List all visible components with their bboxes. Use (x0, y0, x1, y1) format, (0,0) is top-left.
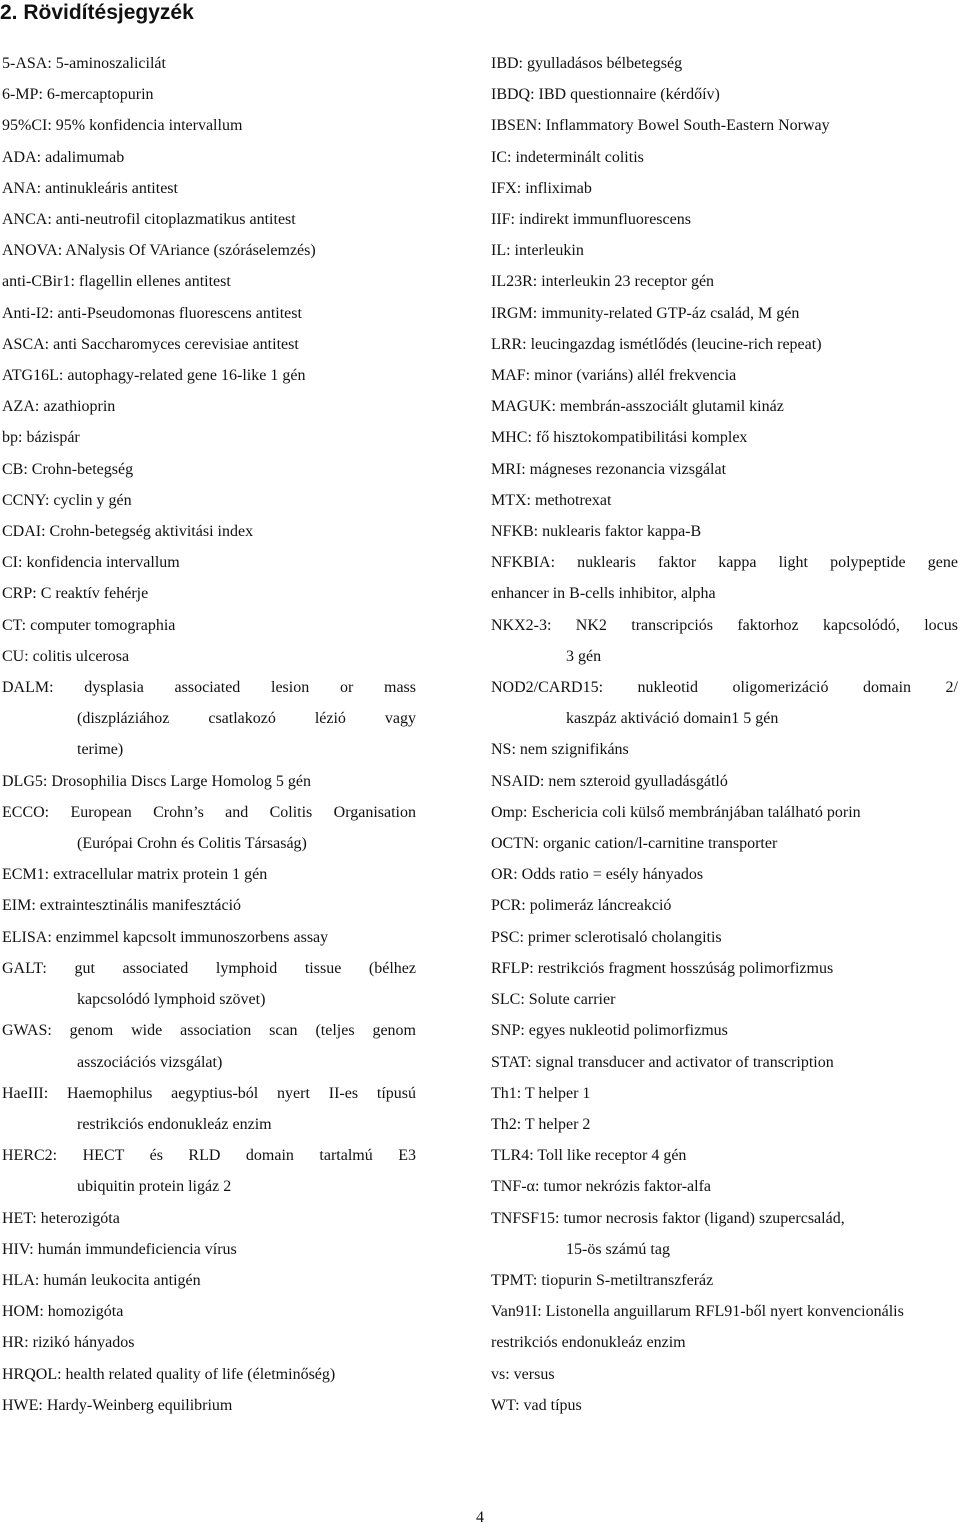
abbreviation-entry: Th2: T helper 2 (491, 1115, 591, 1133)
abbreviation-entry: HWE: Hardy-Weinberg equilibrium (2, 1396, 233, 1414)
abbreviation-entry: HaeIII: Haemophilus aegyptius-ból nyert II-es típusú (2, 1084, 416, 1102)
abbreviation-entry: Anti-I2: anti-Pseudomonas fluorescens antitest (2, 304, 302, 322)
abbreviation-entry: NFKB: nuklearis faktor kappa-B (491, 523, 702, 541)
abbreviation-entry: CDAI: Crohn-betegség aktivitási index (2, 523, 254, 541)
abbreviation-entry: IBSEN: Inflammatory Bowel South-Eastern Norway (491, 117, 830, 135)
abbreviation-entry: terime) (77, 741, 124, 759)
abbreviation-entry: AZA: azathioprin (2, 398, 116, 416)
abbreviation-entry: IRGM: immunity-related GTP-áz család, M gén (491, 304, 800, 322)
abbreviation-entry: CCNY: cyclin y gén (2, 491, 132, 509)
abbreviation-entry: ANOVA: ANalysis Of VAriance (szóráselemzés) (2, 242, 316, 260)
abbreviation-entry: LRR: leucingazdag ismétlődés (leucine-rich repeat) (491, 335, 822, 353)
abbreviation-entry: enhancer in B-cells inhibitor, alpha (491, 585, 716, 603)
abbreviation-entry: 95%CI: 95% konfidencia intervallum (2, 117, 243, 135)
abbreviation-entry: CB: Crohn-betegség (2, 460, 134, 478)
abbreviation-entry: OR: Odds ratio = esély hányados (491, 866, 704, 884)
abbreviation-entry: TNFSF15: tumor necrosis faktor (ligand) szupercsalád, (491, 1209, 845, 1227)
abbreviation-entry: kaszpáz aktiváció domain1 5 gén (566, 710, 779, 728)
abbreviation-entry: GWAS: genom wide association scan (teljes genom (2, 1022, 416, 1040)
abbreviation-entry: MRI: mágneses rezonancia vizsgálat (491, 460, 727, 478)
abbreviation-entry: RFLP: restrikciós fragment hosszúság polimorfizmus (491, 959, 834, 977)
abbreviation-entry: kapcsolódó lymphoid szövet) (77, 991, 266, 1009)
abbreviation-entry: bp: bázispár (2, 429, 80, 447)
abbreviation-entry: HR: rizikó hányados (2, 1334, 135, 1352)
abbreviation-entry: PSC: primer sclerotisaló cholangitis (491, 928, 722, 946)
page-number: 4 (476, 1509, 484, 1526)
abbreviation-entry: IIF: indirekt immunfluorescens (491, 211, 691, 229)
abbreviation-entry: PCR: polimeráz láncreakció (491, 897, 672, 915)
abbreviation-entry: TPMT: tiopurin S-metiltranszferáz (491, 1271, 714, 1289)
abbreviation-entry: MTX: methotrexat (491, 491, 612, 509)
abbreviation-entry: IL: interleukin (491, 242, 584, 260)
abbreviation-entry: NSAID: nem szteroid gyulladásgátló (491, 772, 728, 790)
abbreviation-entry: ASCA: anti Saccharomyces cerevisiae antitest (2, 335, 299, 353)
abbreviation-entry: HERC2: HECT és RLD domain tartalmú E3 (2, 1147, 416, 1165)
abbreviation-entry: NFKBIA: nuklearis faktor kappa light polypeptide gene (491, 554, 958, 572)
abbreviation-entry: STAT: signal transducer and activator of transcription (491, 1053, 834, 1071)
abbreviation-entry: TNF-α: tumor nekrózis faktor-alfa (491, 1178, 711, 1196)
abbreviation-entry: 3 gén (566, 647, 602, 665)
abbreviation-entry: restrikciós endonukleáz enzim (77, 1115, 272, 1133)
abbreviation-entry: (Európai Crohn és Colitis Társaság) (77, 835, 307, 853)
abbreviation-entry: Omp: Eschericia coli külső membránjában található porin (491, 803, 861, 821)
abbreviation-entry: IBD: gyulladásos bélbetegség (491, 55, 683, 72)
page-heading: 2. Rövidítésjegyzék (0, 1, 194, 24)
abbreviation-entry: vs: versus (491, 1365, 555, 1383)
abbreviation-entry: HLA: humán leukocita antigén (2, 1271, 201, 1289)
abbreviation-entry: WT: vad típus (491, 1396, 582, 1414)
abbreviation-entry: OCTN: organic cation/l-carnitine transporter (491, 835, 778, 853)
abbreviation-entry: IBDQ: IBD questionnaire (kérdőív) (491, 86, 720, 104)
abbreviation-entry: 5-ASA: 5-aminoszalicilát (2, 55, 166, 72)
abbreviation-entry: CRP: C reaktív fehérje (2, 585, 149, 603)
abbreviation-entry: CT: computer tomographia (2, 616, 176, 634)
abbreviation-entry: HIV: humán immundeficiencia vírus (2, 1240, 237, 1258)
abbreviation-entry: HOM: homozigóta (2, 1303, 124, 1321)
abbreviation-entry: asszociációs vizsgálat) (77, 1053, 223, 1071)
abbreviation-list-right (491, 48, 958, 1421)
abbreviation-entry: SNP: egyes nukleotid polimorfizmus (491, 1022, 728, 1040)
abbreviation-entry: IFX: infliximab (491, 179, 592, 197)
abbreviation-entry: ELISA: enzimmel kapcsolt immunoszorbens assay (2, 928, 329, 946)
abbreviation-entry: DALM: dysplasia associated lesion or mass (2, 679, 416, 697)
abbreviation-entry: NS: nem szignifikáns (491, 741, 629, 759)
abbreviation-entry: IC: indeterminált colitis (491, 148, 644, 166)
abbreviation-entry: ADA: adalimumab (2, 148, 125, 166)
abbreviation-entry: ATG16L: autophagy-related gene 16-like 1 gén (2, 367, 306, 385)
abbreviation-entry: ECM1: extracellular matrix protein 1 gén (2, 866, 268, 884)
abbreviation-entry: DLG5: Drosophilia Discs Large Homolog 5 gén (2, 772, 311, 790)
abbreviation-entry: EIM: extraintesztinális manifesztáció (2, 897, 242, 915)
abbreviation-entry: ANA: antinukleáris antitest (2, 179, 178, 197)
abbreviation-entry: IL23R: interleukin 23 receptor gén (491, 273, 715, 291)
abbreviation-entry: MHC: fő hisztokompatibilitási komplex (491, 429, 748, 447)
abbreviation-entry: HRQOL: health related quality of life (életminőség) (2, 1365, 336, 1383)
abbreviation-entry: NKX2-3: NK2 transcripciós faktorhoz kapcsolódó, locus (491, 616, 958, 634)
abbreviation-entry: NOD2/CARD15: nukleotid oligomerizáció domain 2/ (491, 679, 958, 697)
abbreviation-entry: Van91I: Listonella anguillarum RFL91-ből nyert konvencionális (491, 1303, 904, 1321)
abbreviation-entry: GALT: gut associated lymphoid tissue (bélhez (2, 959, 416, 977)
abbreviation-entry: CU: colitis ulcerosa (2, 647, 130, 665)
abbreviation-entry: MAGUK: membrán-asszociált glutamil kináz (491, 398, 784, 416)
abbreviation-entry: CI: konfidencia intervallum (2, 554, 180, 572)
abbreviation-entry: (diszpláziához csatlakozó lézió vagy (77, 710, 416, 728)
abbreviation-entry: ubiquitin protein ligáz 2 (77, 1178, 232, 1196)
abbreviation-entry: ECCO: European Crohn’s and Colitis Organisation (2, 803, 416, 821)
abbreviation-entry: 6-MP: 6-mercaptopurin (2, 86, 154, 104)
abbreviation-entry: restrikciós endonukleáz enzim (491, 1334, 686, 1352)
abbreviation-entry: 15-ös számú tag (566, 1240, 670, 1258)
abbreviation-entry: HET: heterozigóta (2, 1209, 120, 1227)
abbreviation-entry: TLR4: Toll like receptor 4 gén (491, 1147, 687, 1165)
abbreviation-entry: Th1: T helper 1 (491, 1084, 591, 1102)
abbreviation-entry: MAF: minor (variáns) allél frekvencia (491, 367, 737, 385)
abbreviation-entry: ANCA: anti-neutrofil citoplazmatikus antitest (2, 211, 296, 229)
abbreviation-entry: anti-CBir1: flagellin ellenes antitest (2, 273, 231, 291)
abbreviation-list-left (2, 48, 416, 1421)
abbreviation-entry: SLC: Solute carrier (491, 991, 616, 1009)
